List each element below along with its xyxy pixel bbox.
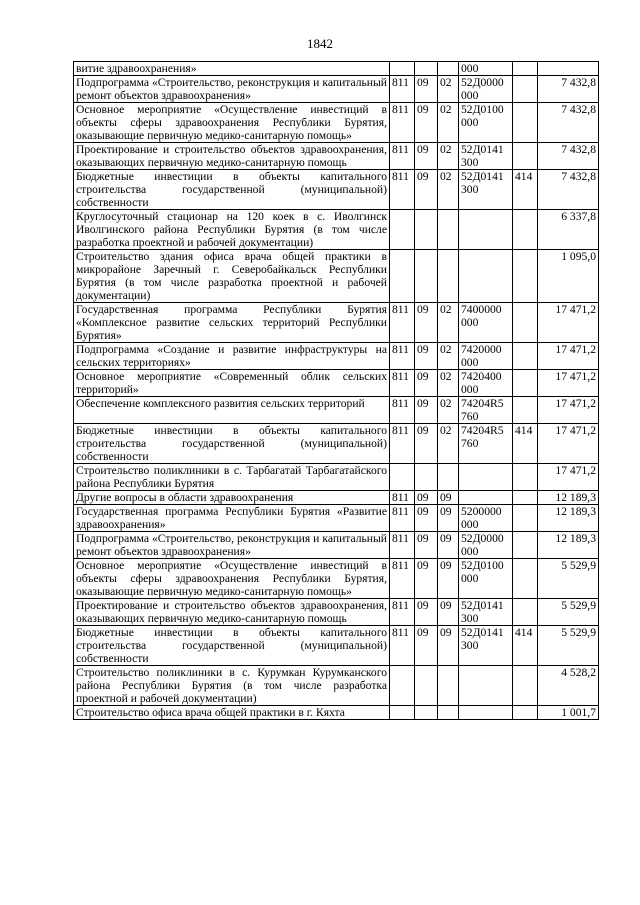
table-row xyxy=(74,250,599,303)
amount-cell: 5 529,9 xyxy=(538,559,599,599)
department-code-cell xyxy=(390,62,415,76)
row-name-cell: Строительство офиса врача общей практики в г. Кяхта xyxy=(74,706,390,720)
table-row xyxy=(74,706,599,720)
department-code-cell: 811 xyxy=(390,532,415,559)
table-row xyxy=(74,343,599,370)
expense-type-code-cell xyxy=(513,210,538,250)
expense-type-code-cell xyxy=(513,343,538,370)
subsection-code-cell: 09 xyxy=(438,626,459,666)
row-name-cell: Бюджетные инвестиции в объекты капитального строительства государственной (муниципальной) собственности xyxy=(74,170,390,210)
department-code-cell: 811 xyxy=(390,343,415,370)
subsection-code-cell xyxy=(438,706,459,720)
section-code-cell: 09 xyxy=(415,370,438,397)
amount-cell: 5 529,9 xyxy=(538,599,599,626)
amount-cell: 17 471,2 xyxy=(538,397,599,424)
section-code-cell xyxy=(415,62,438,76)
department-code-cell xyxy=(390,666,415,706)
amount-cell: 12 189,3 xyxy=(538,532,599,559)
target-article-code-cell xyxy=(459,210,513,250)
row-name-cell: Проектирование и строительство объектов здравоохранения, оказывающих первичную медико-санитарную помощь xyxy=(74,599,390,626)
expense-type-code-cell xyxy=(513,599,538,626)
section-code-cell: 09 xyxy=(415,505,438,532)
section-code-cell: 09 xyxy=(415,303,438,343)
table-row xyxy=(74,76,599,103)
section-code-cell: 09 xyxy=(415,143,438,170)
expense-type-code-cell: 414 xyxy=(513,424,538,464)
department-code-cell xyxy=(390,250,415,303)
amount-cell: 17 471,2 xyxy=(538,464,599,491)
section-code-cell: 09 xyxy=(415,103,438,143)
budget-table-body xyxy=(74,62,599,720)
subsection-code-cell xyxy=(438,210,459,250)
subsection-code-cell: 02 xyxy=(438,143,459,170)
subsection-code-cell: 02 xyxy=(438,343,459,370)
table-row xyxy=(74,303,599,343)
amount-cell: 6 337,8 xyxy=(538,210,599,250)
row-name-cell: Государственная программа Республики Бурятия «Комплексное развитие сельских территорий Республики Бурятия» xyxy=(74,303,390,343)
table-row xyxy=(74,103,599,143)
table-row xyxy=(74,532,599,559)
department-code-cell xyxy=(390,706,415,720)
section-code-cell xyxy=(415,666,438,706)
department-code-cell: 811 xyxy=(390,397,415,424)
department-code-cell: 811 xyxy=(390,143,415,170)
subsection-code-cell: 02 xyxy=(438,170,459,210)
expense-type-code-cell xyxy=(513,505,538,532)
department-code-cell: 811 xyxy=(390,559,415,599)
table-row xyxy=(74,143,599,170)
row-name-cell: Строительство поликлиники в с. Тарбагатай Тарбагатайского района Республики Бурятия xyxy=(74,464,390,491)
amount-cell: 5 529,9 xyxy=(538,626,599,666)
table-row xyxy=(74,559,599,599)
row-name-cell: Проектирование и строительство объектов здравоохранения, оказывающих первичную медико-санитарную помощь xyxy=(74,143,390,170)
expense-type-code-cell xyxy=(513,143,538,170)
target-article-code-cell: 52Д0100 000 xyxy=(459,559,513,599)
amount-cell: 7 432,8 xyxy=(538,143,599,170)
row-name-cell: Строительство здания офиса врача общей практики в микрорайоне Заречный г. Северобайкальск Республики Бурятия (в том числе разработка проектной и рабочей документации) xyxy=(74,250,390,303)
section-code-cell: 09 xyxy=(415,491,438,505)
amount-cell: 17 471,2 xyxy=(538,370,599,397)
table-row xyxy=(74,370,599,397)
section-code-cell: 09 xyxy=(415,76,438,103)
amount-cell: 7 432,8 xyxy=(538,170,599,210)
target-article-code-cell: 000 xyxy=(459,62,513,76)
target-article-code-cell: 52Д0141 300 xyxy=(459,599,513,626)
expense-type-code-cell xyxy=(513,62,538,76)
subsection-code-cell xyxy=(438,250,459,303)
subsection-code-cell: 09 xyxy=(438,505,459,532)
expense-type-code-cell xyxy=(513,559,538,599)
section-code-cell xyxy=(415,250,438,303)
row-name-cell: Основное мероприятие «Осуществление инвестиций в объекты сферы здравоохранения Республики Бурятия, оказывающие первичную медико-санитарную помощь» xyxy=(74,559,390,599)
row-name-cell: Круглосуточный стационар на 120 коек в с. Иволгинск Иволгинского района Республики Бурятия (в том числе разработка проектной и рабочей документации) xyxy=(74,210,390,250)
row-name-cell: Основное мероприятие «Осуществление инвестиций в объекты сферы здравоохранения Республики Бурятия, оказывающие первичную медико-санитарную помощь» xyxy=(74,103,390,143)
amount-cell xyxy=(538,62,599,76)
table-row xyxy=(74,626,599,666)
amount-cell: 12 189,3 xyxy=(538,505,599,532)
row-name-cell: Подпрограмма «Строительство, реконструкция и капитальный ремонт объектов здравоохранения» xyxy=(74,532,390,559)
table-row xyxy=(74,210,599,250)
amount-cell: 4 528,2 xyxy=(538,666,599,706)
subsection-code-cell: 09 xyxy=(438,599,459,626)
row-name-cell: Подпрограмма «Создание и развитие инфраструктуры на сельских территориях» xyxy=(74,343,390,370)
row-name-cell: Подпрограмма «Строительство, реконструкция и капитальный ремонт объектов здравоохранения» xyxy=(74,76,390,103)
target-article-code-cell xyxy=(459,666,513,706)
subsection-code-cell xyxy=(438,464,459,491)
table-row xyxy=(74,491,599,505)
table-row xyxy=(74,424,599,464)
row-name-cell: Другие вопросы в области здравоохранения xyxy=(74,491,390,505)
row-name-cell: Обеспечение комплексного развития сельских территорий xyxy=(74,397,390,424)
amount-cell: 17 471,2 xyxy=(538,424,599,464)
section-code-cell: 09 xyxy=(415,424,438,464)
expense-type-code-cell xyxy=(513,303,538,343)
section-code-cell: 09 xyxy=(415,532,438,559)
row-name-cell: Бюджетные инвестиции в объекты капитального строительства государственной (муниципальной) собственности xyxy=(74,424,390,464)
target-article-code-cell: 5200000 000 xyxy=(459,505,513,532)
table-row xyxy=(74,464,599,491)
department-code-cell xyxy=(390,210,415,250)
row-name-cell: витие здравоохранения» xyxy=(74,62,390,76)
amount-cell: 7 432,8 xyxy=(538,103,599,143)
subsection-code-cell xyxy=(438,666,459,706)
subsection-code-cell: 09 xyxy=(438,559,459,599)
department-code-cell: 811 xyxy=(390,491,415,505)
expense-type-code-cell xyxy=(513,491,538,505)
target-article-code-cell xyxy=(459,464,513,491)
table-row xyxy=(74,666,599,706)
target-article-code-cell: 52Д0141 300 xyxy=(459,143,513,170)
subsection-code-cell: 02 xyxy=(438,424,459,464)
target-article-code-cell: 7420400 000 xyxy=(459,370,513,397)
target-article-code-cell: 7420000 000 xyxy=(459,343,513,370)
table-row xyxy=(74,397,599,424)
table-row xyxy=(74,599,599,626)
target-article-code-cell xyxy=(459,491,513,505)
section-code-cell: 09 xyxy=(415,170,438,210)
budget-table xyxy=(73,61,599,720)
section-code-cell: 09 xyxy=(415,626,438,666)
target-article-code-cell xyxy=(459,706,513,720)
expense-type-code-cell xyxy=(513,464,538,491)
table-row xyxy=(74,170,599,210)
table-row xyxy=(74,62,599,76)
amount-cell: 17 471,2 xyxy=(538,343,599,370)
department-code-cell: 811 xyxy=(390,626,415,666)
row-name-cell: Строительство поликлиники в с. Курумкан Курумканского района Республики Бурятия (в том числе разработка проектной и рабочей документации) xyxy=(74,666,390,706)
target-article-code-cell: 52Д0141 300 xyxy=(459,170,513,210)
subsection-code-cell: 02 xyxy=(438,370,459,397)
expense-type-code-cell xyxy=(513,532,538,559)
department-code-cell: 811 xyxy=(390,76,415,103)
table-row xyxy=(74,505,599,532)
target-article-code-cell: 52Д0000 000 xyxy=(459,532,513,559)
amount-cell: 7 432,8 xyxy=(538,76,599,103)
subsection-code-cell xyxy=(438,62,459,76)
expense-type-code-cell: 414 xyxy=(513,170,538,210)
expense-type-code-cell xyxy=(513,397,538,424)
expense-type-code-cell: 414 xyxy=(513,626,538,666)
expense-type-code-cell xyxy=(513,103,538,143)
department-code-cell: 811 xyxy=(390,170,415,210)
expense-type-code-cell xyxy=(513,706,538,720)
target-article-code-cell: 7400000 000 xyxy=(459,303,513,343)
section-code-cell: 09 xyxy=(415,343,438,370)
target-article-code-cell: 52Д0141 300 xyxy=(459,626,513,666)
target-article-code-cell: 74204R5 760 xyxy=(459,424,513,464)
amount-cell: 1 095,0 xyxy=(538,250,599,303)
row-name-cell: Основное мероприятие «Современный облик сельских территорий» xyxy=(74,370,390,397)
section-code-cell: 09 xyxy=(415,559,438,599)
section-code-cell: 09 xyxy=(415,599,438,626)
department-code-cell: 811 xyxy=(390,424,415,464)
subsection-code-cell: 02 xyxy=(438,303,459,343)
subsection-code-cell: 02 xyxy=(438,397,459,424)
section-code-cell xyxy=(415,706,438,720)
target-article-code-cell xyxy=(459,250,513,303)
row-name-cell: Бюджетные инвестиции в объекты капитального строительства государственной (муниципальной) собственности xyxy=(74,626,390,666)
department-code-cell xyxy=(390,464,415,491)
department-code-cell: 811 xyxy=(390,370,415,397)
target-article-code-cell: 52Д0000 000 xyxy=(459,76,513,103)
amount-cell: 1 001,7 xyxy=(538,706,599,720)
expense-type-code-cell xyxy=(513,666,538,706)
section-code-cell: 09 xyxy=(415,397,438,424)
amount-cell: 17 471,2 xyxy=(538,303,599,343)
subsection-code-cell: 02 xyxy=(438,103,459,143)
expense-type-code-cell xyxy=(513,250,538,303)
expense-type-code-cell xyxy=(513,76,538,103)
department-code-cell: 811 xyxy=(390,505,415,532)
section-code-cell xyxy=(415,464,438,491)
department-code-cell: 811 xyxy=(390,599,415,626)
amount-cell: 12 189,3 xyxy=(538,491,599,505)
row-name-cell: Государственная программа Республики Бурятия «Развитие здравоохранения» xyxy=(74,505,390,532)
subsection-code-cell: 02 xyxy=(438,76,459,103)
section-code-cell xyxy=(415,210,438,250)
expense-type-code-cell xyxy=(513,370,538,397)
target-article-code-cell: 74204R5 760 xyxy=(459,397,513,424)
subsection-code-cell: 09 xyxy=(438,532,459,559)
department-code-cell: 811 xyxy=(390,103,415,143)
department-code-cell: 811 xyxy=(390,303,415,343)
subsection-code-cell: 09 xyxy=(438,491,459,505)
target-article-code-cell: 52Д0100 000 xyxy=(459,103,513,143)
page-number: 1842 xyxy=(307,36,333,51)
